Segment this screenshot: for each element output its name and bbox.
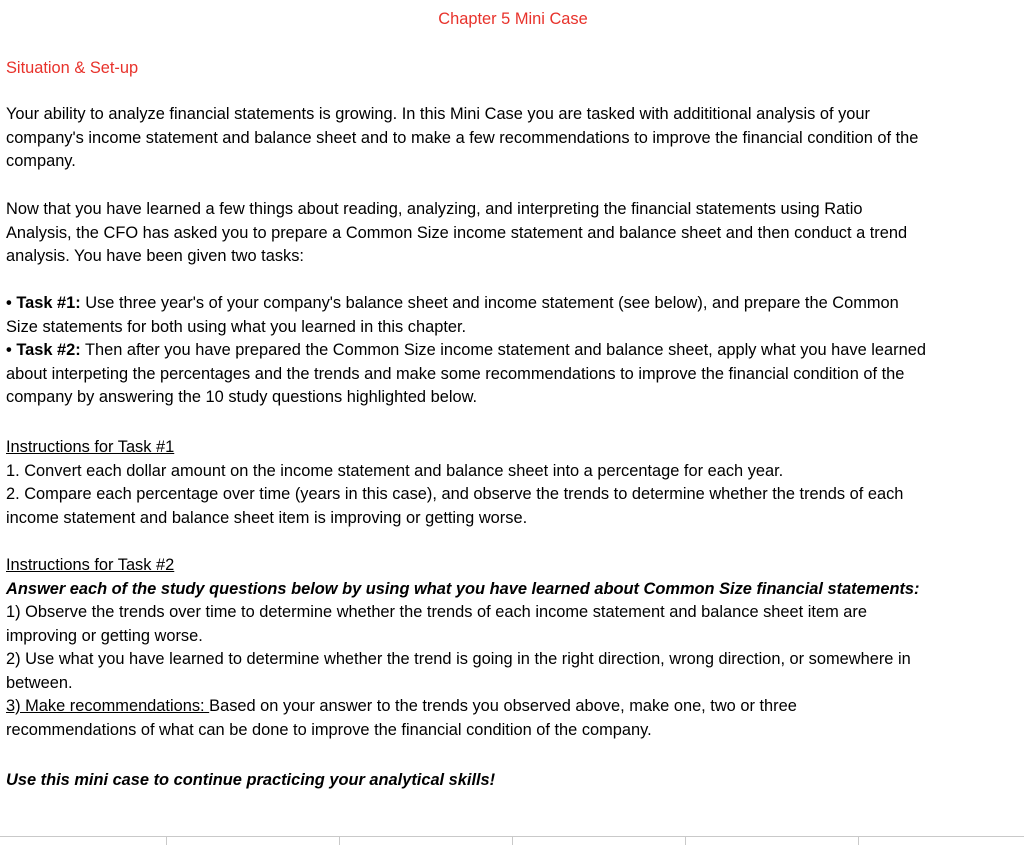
spreadsheet-column-divider [858,836,859,845]
instruction-item-3 [6,695,1020,719]
instructions-task-2 [6,554,1020,742]
task-2-line-continued: about interpeting the percentages and the trends and make some recommendations to improve the financial condition of the [6,364,905,383]
spreadsheet-column-divider [685,836,686,845]
task-2-label: Task #2: [16,341,81,359]
task-1-label: Task #1: [16,294,81,312]
context-paragraph [6,198,1020,269]
paragraph-line: Your ability to analyze financial statements is growing. In this Mini Case you are tasked with addititional analysis of your [6,105,870,123]
instruction-line: improving or getting worse. [6,626,203,645]
spreadsheet-column-divider [339,836,340,845]
recommendations-text: Based on your answer to the trends you observed above, make one, two or three [209,697,797,715]
paragraph-line: analysis. You have been given two tasks: [6,247,304,265]
bullet-icon: • [6,294,12,312]
task-2-line [6,339,1020,363]
instructions-task-2-heading: Instructions for Task #2 [6,556,175,574]
paragraph-line: company's income statement and balance sheet and to make a few recommendations to improve the financial condition of the [6,128,919,147]
task-1-line-continued: Size statements for both using what you learned in this chapter. [6,317,467,336]
instruction-line: 1) Observe the trends over time to determine whether the trends of each income statement and balance sheet item are [6,603,867,621]
task-2-text: Then after you have prepared the Common Size income statement and balance sheet, apply what you have learned [80,341,926,359]
instructions-task-1-heading: Instructions for Task #1 [6,438,175,456]
task-1-text: Use three year's of your company's balance sheet and income statement (see below), and prepare the Common [80,294,899,312]
spreadsheet-column-divider [166,836,167,845]
study-questions-emphasis: Answer each of the study questions below by using what you have learned about Common Size financial statements: [6,579,920,598]
recommendations-label: 3) Make recommendations: [6,697,210,715]
task-list [6,292,1020,410]
intro-paragraph [6,103,1020,174]
bullet-icon: • [6,341,12,359]
spreadsheet-column-divider [512,836,513,845]
page-title: Chapter 5 Mini Case [438,10,588,28]
instruction-line: 2. Compare each percentage over time (years in this case), and observe the trends to determine whether the trends of each [6,485,904,503]
setup-heading: Situation & Set-up [6,59,139,77]
instruction-line: 1. Convert each dollar amount on the income statement and balance sheet into a percentage for each year. [6,461,784,480]
paragraph-line: Analysis, the CFO has asked you to prepare a Common Size income statement and balance sheet and then conduct a trend [6,223,908,242]
instruction-line: income statement and balance sheet item is improving or getting worse. [6,508,528,527]
task-2-line-continued: company by answering the 10 study questions highlighted below. [6,388,478,406]
closing-note: Use this mini case to continue practicing your analytical skills! [6,771,496,789]
instruction-line: 2) Use what you have learned to determine whether the trend is going in the right direction, wrong direction, or somewhere in [6,650,911,668]
instruction-line: recommendations of what can be done to improve the financial condition of the company. [6,720,652,739]
paragraph-line: company. [6,152,76,170]
task-1-line [6,292,1020,316]
instructions-task-1 [6,436,1020,530]
instruction-line: between. [6,673,73,692]
paragraph-line: Now that you have learned a few things about reading, analyzing, and interpreting the financial statements using Ratio [6,200,863,218]
